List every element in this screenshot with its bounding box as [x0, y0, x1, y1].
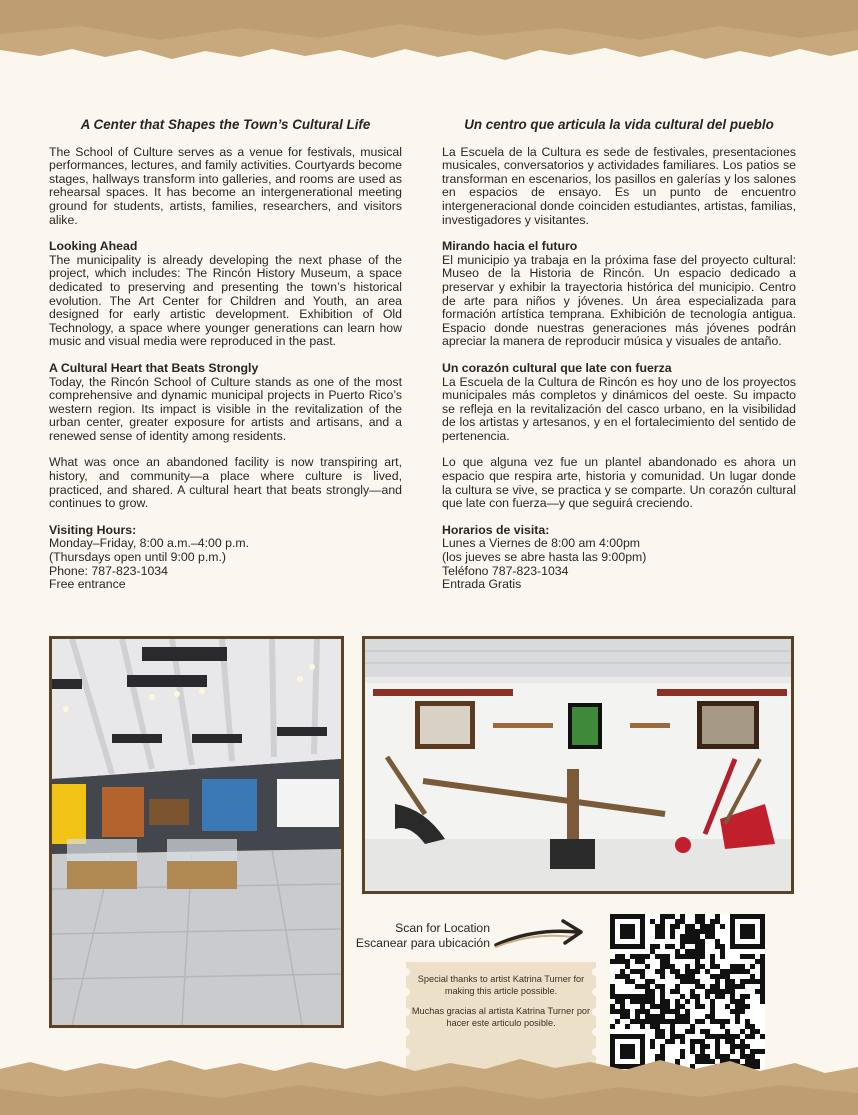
arrow-right-icon — [493, 912, 588, 952]
spanish-column — [442, 118, 796, 592]
scan-label — [340, 921, 490, 951]
spanish-title: Un centro que articula la vida cultural del pueblo — [464, 117, 774, 132]
english-column — [49, 118, 402, 592]
spanish-intro: La Escuela de la Cultura es sede de festivales, presentaciones musicales, conversatorios y actividades familiares. Los patios se transforman en escenarios, los pasillos en galerías y los salones en espacios de ensayo. Es un punto de encuentro intergeneracional donde coinciden estudiantes, artistas, familias, investigadores y visitantes. — [442, 144, 796, 227]
english-intro: The School of Culture serves as a venue for festivals, musical performances, lectures, and family activities. Courtyards become stages, hallways transform into galleries, and rooms are used as rehearsal spaces. It has become an intergenerational meeting ground for students, artists, families, researchers, and visitors alike. — [49, 144, 402, 227]
english-title: A Center that Shapes the Town’s Cultural Life — [80, 117, 371, 132]
english-entrance: Free entrance — [49, 577, 126, 592]
english-looking-ahead-heading: Looking Ahead — [49, 239, 138, 254]
scan-label-english: Scan for Location — [395, 921, 490, 935]
spanish-hours-line: Lunes a Viernes de 8:00 am 4:00pm — [442, 536, 641, 551]
torn-paper-top — [0, 0, 858, 70]
spanish-heart-heading: Un corazón cultural que late con fuerza — [442, 360, 672, 375]
english-hours-heading: Visiting Hours: — [49, 522, 137, 537]
spanish-entrance: Entrada Gratis — [442, 577, 522, 592]
torn-paper-bottom — [0, 1055, 858, 1115]
thanks-english: Special thanks to artist Katrina Turner for making this article possible. — [417, 974, 585, 996]
spanish-heart-body: La Escuela de la Cultura de Rincón es hoy uno de los proyectos municipales más completos y dinámicos del oeste. Su impacto se refleja en la revitalización del casco urbano, en la visibilidad de los artistas y artesanos, y en el fortalecimiento del sentido de pertenencia. — [442, 374, 796, 443]
spanish-hours-line: (los jueves se abre hasta las 9:00pm) — [442, 550, 647, 565]
english-heart-heading: A Cultural Heart that Beats Strongly — [49, 360, 259, 375]
english-heart-body-2: What was once an abandoned facility is now transpiring art, history, and community—a place where culture is lived, practiced, and shared. A cultural heart that beats strongly—and continues to grow. — [49, 455, 402, 511]
spanish-looking-ahead-heading: Mirando hacia el futuro — [442, 239, 578, 254]
english-looking-ahead-body: The municipality is already developing the next phase of the project, which includes: The Rincón History Museum, a space dedicated to preserving and presenting the town’s historical evolution. The Art Center for Children and Youth, an area designed for early artistic development. Exhibition of Old Technology, a space where younger generations can learn how music and visual media were reproduced in the past. — [49, 252, 402, 349]
scan-label-spanish: Escanear para ubicación — [355, 936, 490, 950]
gallery-photo — [49, 636, 344, 1028]
english-hours-line: (Thursdays open until 9:00 p.m.) — [49, 550, 227, 565]
tools-photo — [362, 636, 794, 894]
english-phone: Phone: 787-823-1034 — [49, 563, 168, 578]
spanish-looking-ahead-body: El municipio ya trabaja en la próxima fase del proyecto cultural: Museo de la Historia de Rincón. Un espacio dedicado a preservar y exhibir la trayectoria histórica del municipio. Centro de arte para niños y jóvenes. Un área especializada para formación artística temprana. Exhibición de tecnología antigua. Espacio donde nuestras generaciones más jóvenes podrán apreciar la manera de reproducir música y visuales de antaño. — [442, 252, 796, 349]
spanish-phone: Teléfono 787-823-1034 — [442, 563, 569, 578]
spanish-hours-heading: Horarios de visita: — [442, 522, 550, 537]
english-hours-line: Monday–Friday, 8:00 a.m.–4:00 p.m. — [49, 536, 250, 551]
english-heart-body: Today, the Rincón School of Culture stands as one of the most comprehensive and dynamic municipal projects in Puerto Rico’s western region. Its impact is visible in the revitalization of the urban center, greater exposure for artists and artisans, and a renewed sense of identity among residents. — [49, 374, 402, 443]
thanks-spanish: Muchas gracias al artista Katrina Turner por hacer este articulo posible. — [411, 1006, 591, 1028]
qr-code-icon[interactable] — [610, 914, 765, 1069]
spanish-heart-body-2: Lo que alguna vez fue un plantel abandonado es ahora un espacio que respira arte, historia y comunidad. Un lugar donde la cultura se vive, se practica y se comparte. Un corazón cultural que late con fuerza—y que seguirá creciendo. — [442, 455, 796, 511]
